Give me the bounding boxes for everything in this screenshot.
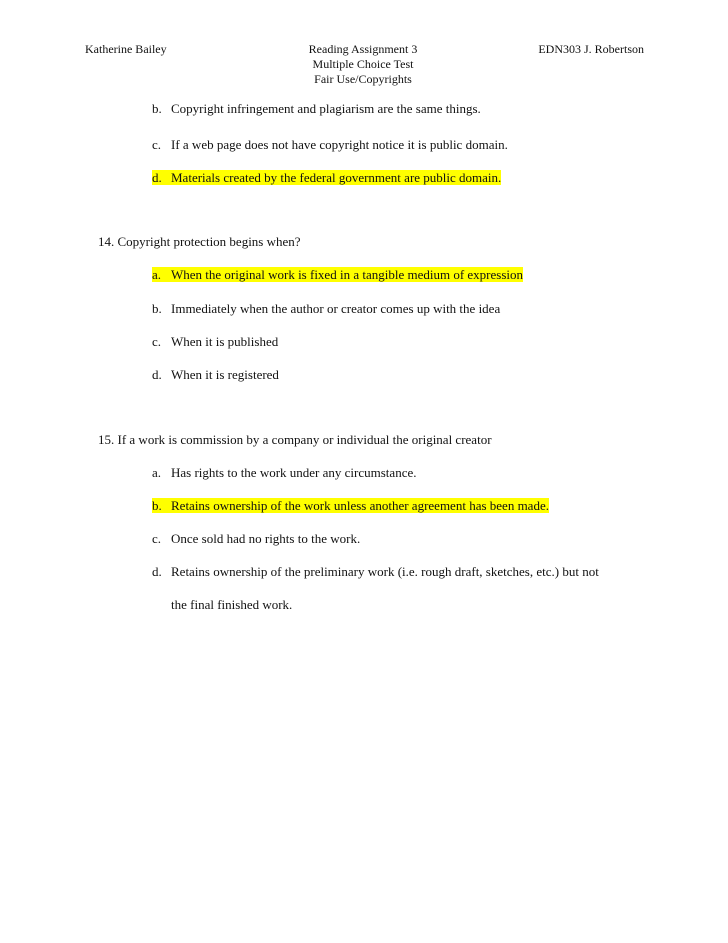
q14-option-d	[152, 367, 279, 383]
q13-option-d	[152, 170, 501, 186]
option-letter: d.	[152, 564, 162, 579]
q15-question: 15. If a work is commission by a company or individual the original creator	[98, 432, 492, 447]
header-title-block	[263, 42, 463, 87]
highlighted-answer	[152, 498, 549, 513]
header-title-line: Fair Use/Copyrights	[314, 72, 412, 86]
option-text: Retains ownership of the preliminary work (i.e. rough draft, sketches, etc.) but not	[171, 564, 599, 579]
option-letter: d.	[152, 170, 162, 185]
option-text: Once sold had no rights to the work.	[171, 531, 361, 546]
option-text: When it is registered	[171, 367, 279, 382]
highlighted-answer	[152, 267, 523, 282]
header-student-name: Katherine Bailey	[85, 42, 167, 56]
q15-option-a	[152, 465, 416, 481]
highlighted-answer	[152, 170, 501, 185]
option-letter: a.	[152, 267, 162, 282]
option-letter: a.	[152, 465, 162, 480]
option-text: Retains ownership of the work unless another agreement has been made.	[171, 498, 549, 513]
option-text: If a web page does not have copyright notice it is public domain.	[171, 137, 508, 152]
option-letter: c.	[152, 137, 162, 152]
option-text: Immediately when the author or creator comes up with the idea	[171, 301, 501, 316]
q15-option-d	[152, 564, 599, 580]
option-letter: d.	[152, 367, 162, 382]
option-text: Materials created by the federal government are public domain.	[171, 170, 502, 185]
q15-option-d-continuation: the final finished work.	[171, 597, 293, 612]
header-title-line: Multiple Choice Test	[312, 57, 414, 71]
q15-option-c	[152, 531, 360, 547]
header-title-line: Reading Assignment 3	[308, 42, 418, 56]
option-letter: b.	[152, 301, 162, 316]
option-text: When the original work is fixed in a tangible medium of expression	[171, 267, 523, 282]
option-text: Copyright infringement and plagiarism are the same things.	[171, 101, 481, 116]
q14-option-a	[152, 267, 523, 283]
option-text: Has rights to the work under any circumstance.	[171, 465, 417, 480]
q13-option-c	[152, 137, 508, 153]
q14-question: 14. Copyright protection begins when?	[98, 234, 301, 249]
option-letter: c.	[152, 531, 162, 546]
q15-option-b	[152, 498, 549, 514]
q13-option-b	[152, 101, 481, 117]
option-letter: b.	[152, 498, 162, 513]
header-course: EDN303 J. Robertson	[538, 42, 644, 56]
option-text: When it is published	[171, 334, 279, 349]
option-letter: b.	[152, 101, 162, 116]
q14-option-c	[152, 334, 278, 350]
option-letter: c.	[152, 334, 162, 349]
q14-option-b	[152, 301, 500, 317]
